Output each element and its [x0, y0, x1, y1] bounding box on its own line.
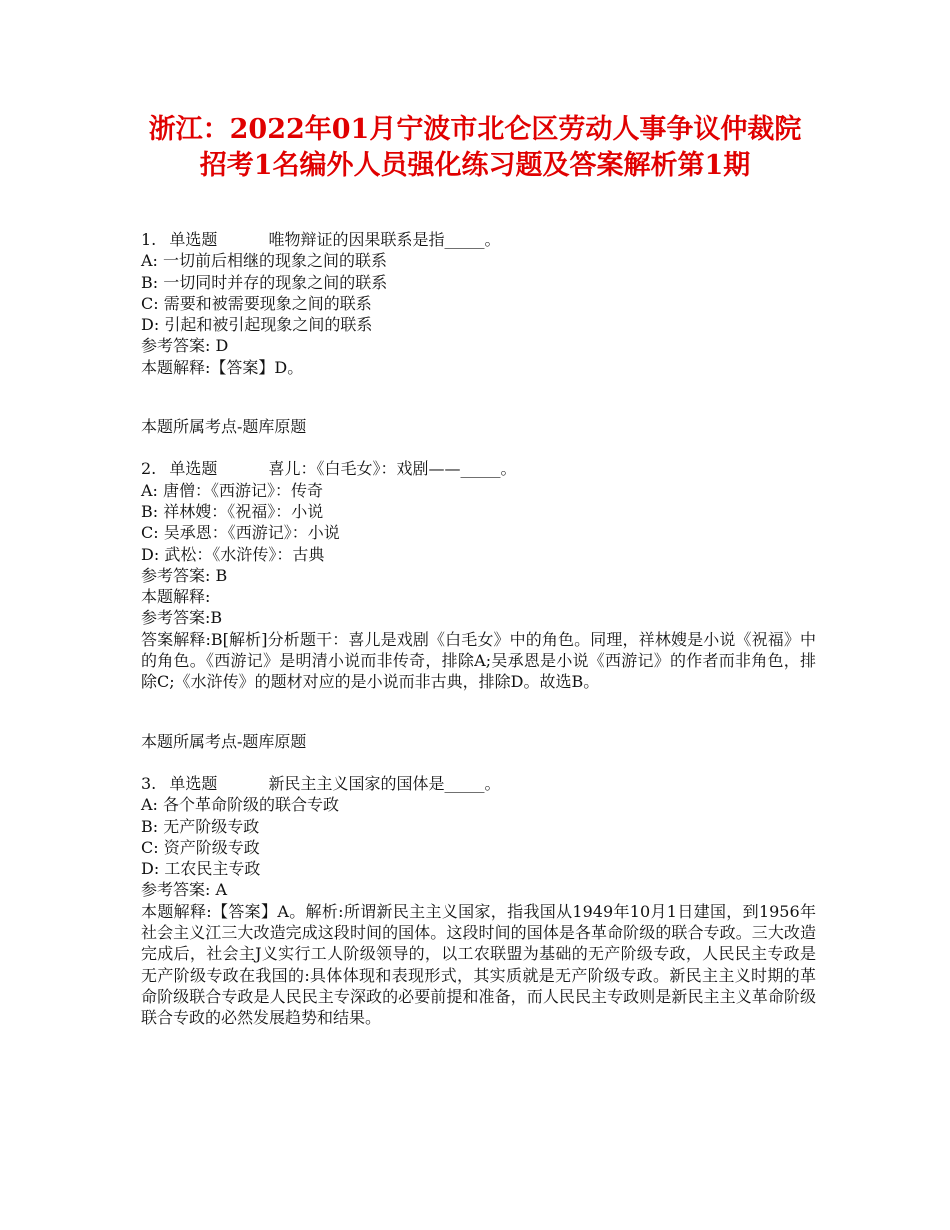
reference-answer: 参考答案: A	[141, 880, 228, 900]
question-stem: 唯物辩证的因果联系是指_____。	[268, 230, 501, 249]
question-header	[141, 229, 816, 250]
option-text: 一切同时并存的现象之间的联系	[163, 272, 388, 292]
option-b	[141, 272, 816, 293]
option-text: 各个革命阶级的联合专政	[163, 795, 340, 815]
reference-answer-2: 参考答案:B	[141, 608, 223, 628]
question-header	[141, 458, 816, 479]
option-text: 需要和被需要现象之间的联系	[163, 293, 372, 313]
question-3	[141, 773, 816, 1029]
explanation: 本题解释:【答案】D。	[141, 357, 304, 377]
option-c	[141, 522, 816, 543]
question-1	[141, 229, 816, 458]
option-key: A:	[141, 795, 158, 815]
explanation: 本题解释:【答案】A。解析:所谓新民主主义国家，指我国从1949年10月1日建国，到1956年社会主义江三大改造完成这段时间的国体。这段时间的国体是各革命阶级的联合专政。三大改造完成后，社会主J义实行工人阶级领导的，以工农联盟为基础的无产阶级专政，人民民主专政是无产阶级专政在我国的:具体体现和表现形式，其实质就是无产阶级专政。新民主主义时期的革命阶级联合专政是人民民主专深政的必要前提和准备，而人民民主专政则是新民主主义革命阶级联合专政的必然发展趋势和结果。	[141, 901, 816, 1028]
reference-answer: 参考答案: D	[141, 336, 229, 356]
title-line-2: 招考1名编外人员强化练习题及答案解析第1期	[199, 150, 751, 181]
option-b	[141, 501, 816, 522]
option-d	[141, 544, 816, 565]
option-key: A:	[141, 480, 158, 500]
option-text: 唐僧：《西游记》：传奇	[163, 480, 324, 500]
question-2	[141, 458, 816, 773]
option-text: 武松：《水浒传》：古典	[164, 544, 325, 564]
option-key: C:	[141, 293, 159, 313]
option-key: D:	[141, 315, 160, 335]
question-type: 单选题	[169, 230, 218, 249]
option-key: B:	[141, 501, 159, 521]
option-key: D:	[141, 859, 160, 879]
question-header	[141, 773, 816, 794]
knowledge-point: 本题所属考点-题库原题	[141, 731, 307, 751]
option-key: B:	[141, 272, 159, 292]
option-key: C:	[141, 837, 159, 857]
question-number: 1.	[141, 230, 157, 249]
option-a	[141, 250, 816, 271]
option-text: 引起和被引起现象之间的联系	[164, 315, 373, 335]
knowledge-point: 本题所属考点-题库原题	[141, 417, 307, 437]
option-text: 工农民主专政	[164, 859, 261, 879]
explanation-label: 本题解释:	[141, 587, 211, 607]
option-key: B:	[141, 816, 159, 836]
option-text: 吴承恩：《西游记》：小说	[163, 523, 340, 543]
option-c	[141, 293, 816, 314]
option-text: 祥林嫂：《祝福》：小说	[163, 501, 324, 521]
document-title	[60, 112, 890, 184]
option-a	[141, 794, 816, 815]
option-text: 无产阶级专政	[163, 816, 260, 836]
question-stem: 新民主主义国家的国体是_____。	[268, 773, 501, 793]
option-text: 资产阶级专政	[163, 837, 260, 857]
explanation: 答案解释:B[解析]分析题干：喜儿是戏剧《白毛女》中的角色。同理，祥林嫂是小说《祝福》中的角色。《西游记》是明清小说而非传奇，排除A;吴承恩是小说《西游记》的作者而非角色，排除C;《水浒传》的题材对应的是小说而非古典，排除D。故选B。	[141, 629, 816, 692]
reference-answer: 参考答案: B	[141, 565, 228, 585]
option-text: 一切前后相继的现象之间的联系	[163, 251, 388, 271]
question-number: 2.	[141, 459, 157, 479]
option-key: D:	[141, 544, 160, 564]
option-key: C:	[141, 523, 159, 543]
title-line-1: 浙江：2022年01月宁波市北仑区劳动人事争议仲裁院	[148, 114, 802, 145]
question-type: 单选题	[169, 773, 218, 793]
question-stem: 喜儿：《白毛女》：戏剧——_____。	[268, 459, 517, 479]
option-d	[141, 858, 816, 879]
option-a	[141, 480, 816, 501]
option-key: A:	[141, 251, 158, 271]
option-b	[141, 816, 816, 837]
question-number: 3.	[141, 773, 157, 793]
option-d	[141, 314, 816, 335]
document-body	[141, 229, 816, 1029]
question-type: 单选题	[169, 459, 218, 479]
option-c	[141, 837, 816, 858]
